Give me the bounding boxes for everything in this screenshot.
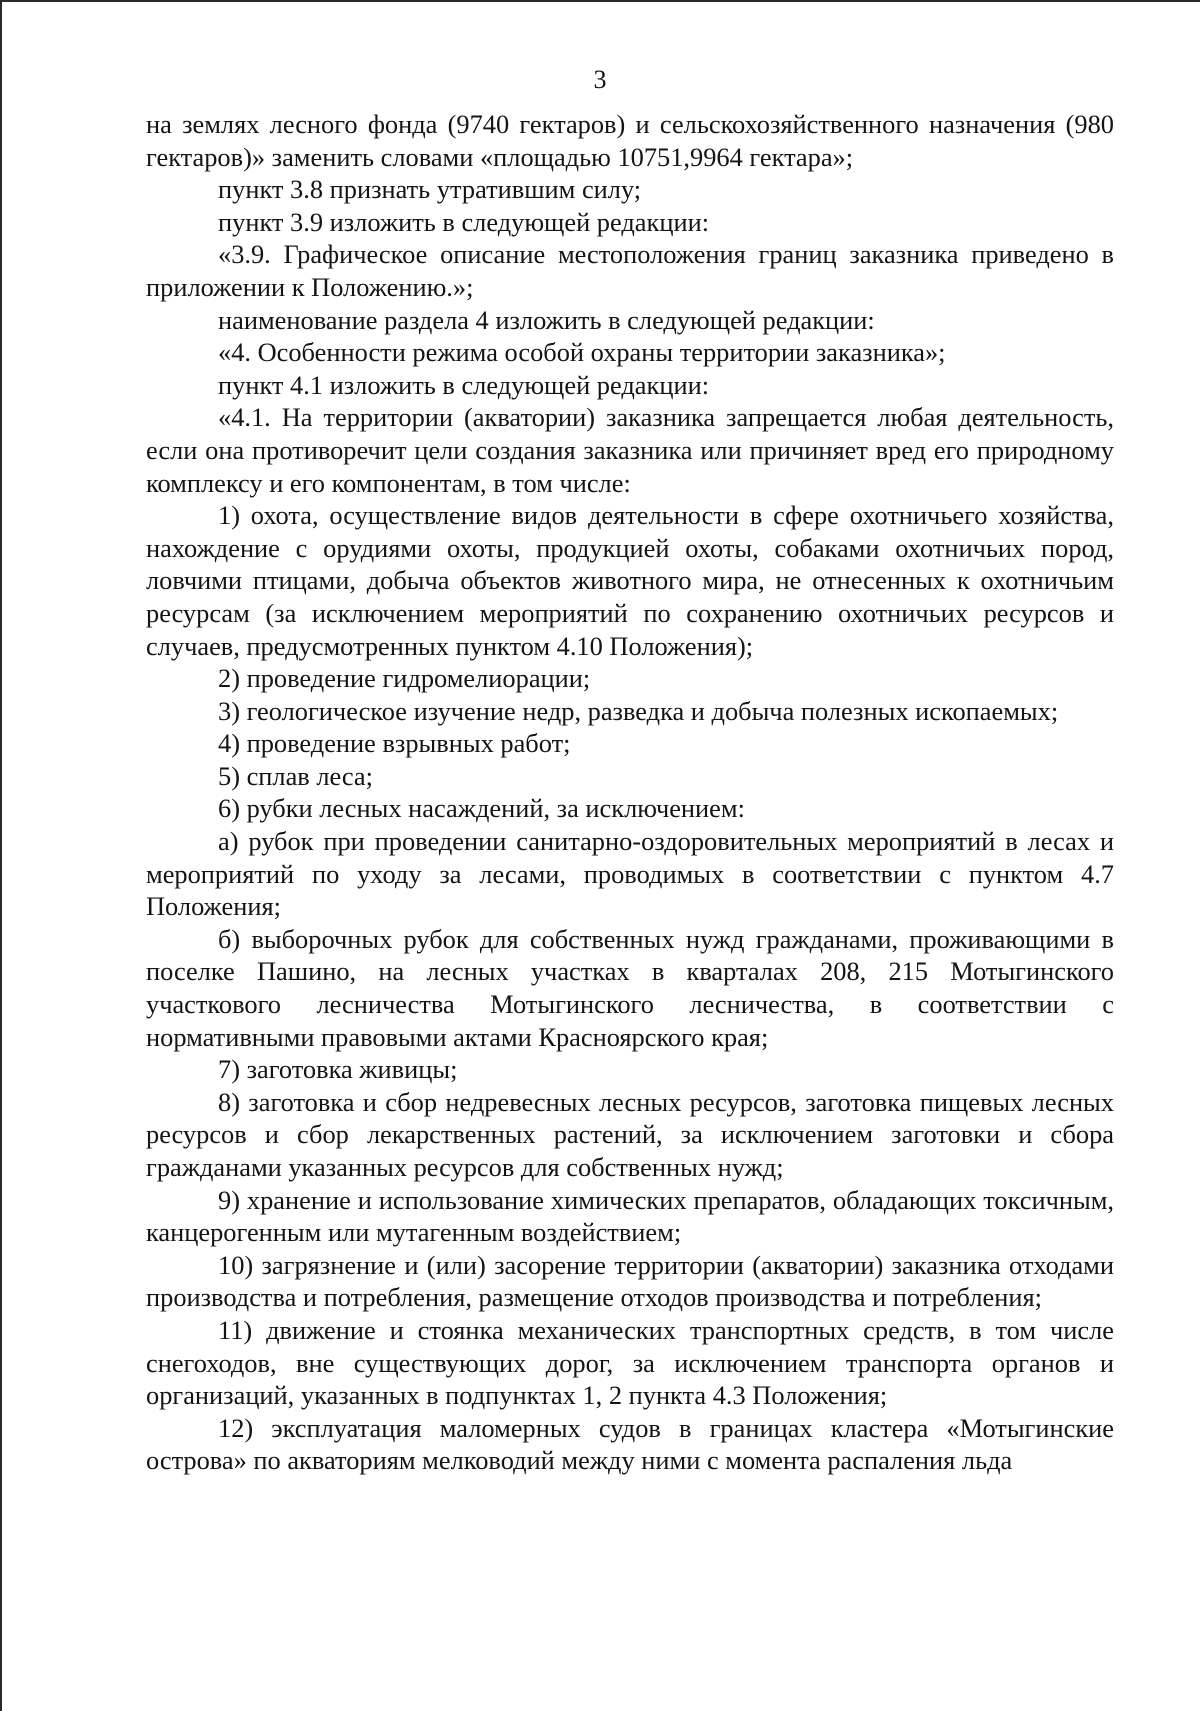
paragraph-continuation: на землях лесного фонда (9740 гектаров) и сельскохозяйственного назначения (980 гектаров)» заменить словами «площадью 10751,9964 гектара»; xyxy=(146,109,1114,172)
list-item: 8) заготовка и сбор недревесных лесных ресурсов, заготовка пищевых лесных ресурсов и сбор лекарственных растений, за исключением заготовки и сбора гражданами указанных ресурсов для собственных нужд; xyxy=(146,1086,1114,1182)
paragraph: пункт 3.9 изложить в следующей редакции: xyxy=(218,206,710,237)
document-body xyxy=(146,108,1114,1477)
paragraph: «4. Особенности режима особой охраны территории заказника»; xyxy=(218,337,946,368)
page-number: 3 xyxy=(593,65,607,94)
scan-edge-left xyxy=(0,0,2,1711)
list-item: 12) эксплуатация маломерных судов в границах кластера «Мотыгинские острова» по акваториям мелководий между ними с момента распаления льда xyxy=(146,1412,1114,1476)
paragraph: «3.9. Графическое описание местоположения границ заказника приведено в приложении к Положению.»; xyxy=(146,239,1114,302)
list-item: 7) заготовка живицы; xyxy=(218,1054,458,1085)
list-item: 5) сплав леса; xyxy=(218,760,373,791)
paragraph: наименование раздела 4 изложить в следующей редакции: xyxy=(218,304,875,335)
list-item: 9) хранение и использование химических препаратов, обладающих токсичным, канцерогенным или мутагенным воздействием; xyxy=(146,1184,1114,1248)
list-item: 3) геологическое изучение недр, разведка и добыча полезных ископаемых; xyxy=(218,695,1059,726)
paragraph: «4.1. На территории (акватории) заказника запрещается любая деятельность, если она противоречит цели создания заказника или причиняет вред его природному комплексу и его компонентам, в том числе: xyxy=(146,402,1114,498)
sub-list-item: а) рубок при проведении санитарно-оздоровительных мероприятий в лесах и мероприятий по уходу за лесами, проводимых в соответствии с пунктом 4.7 Положения; xyxy=(146,826,1114,922)
sub-list-item: б) выборочных рубок для собственных нужд гражданами, проживающими в поселке Пашино, на лесных участках в кварталах 208, 215 Мотыгинского участкового лесничества Мотыгинского лесничества, в соответствии с нормативными правовыми актами Красноярского края; xyxy=(146,923,1114,1052)
list-item: 6) рубки лесных насаждений, за исключением: xyxy=(218,793,745,824)
list-item: 4) проведение взрывных работ; xyxy=(218,728,571,759)
list-item: 10) загрязнение и (или) засорение территории (акватории) заказника отходами производства и потребления, размещение отходов производства и потребления; xyxy=(146,1249,1114,1313)
paragraph: пункт 3.8 признать утратившим силу; xyxy=(218,174,642,205)
paragraph: пункт 4.1 изложить в следующей редакции: xyxy=(218,369,710,400)
scan-edge-top xyxy=(0,0,1200,2)
list-item: 2) проведение гидромелиорации; xyxy=(218,663,591,694)
list-item: 11) движение и стоянка механических транспортных средств, в том числе снегоходов, вне существующих дорог, за исключением транспорта органов и организаций, указанных в подпунктах 1, 2 пункта 4.3 Положения; xyxy=(146,1314,1114,1411)
list-item: 1) охота, осуществление видов деятельности в сфере охотничьего хозяйства, нахождение с орудиями охоты, продукцией охоты, собаками охотничьих пород, ловчими птицами, добыча объектов животного мира, не отнесенных к охотничьим ресурсам (за исключением мероприятий по сохранению охотничьих ресурсов и случаев, предусмотренных пунктом 4.10 Положения); xyxy=(146,500,1114,661)
